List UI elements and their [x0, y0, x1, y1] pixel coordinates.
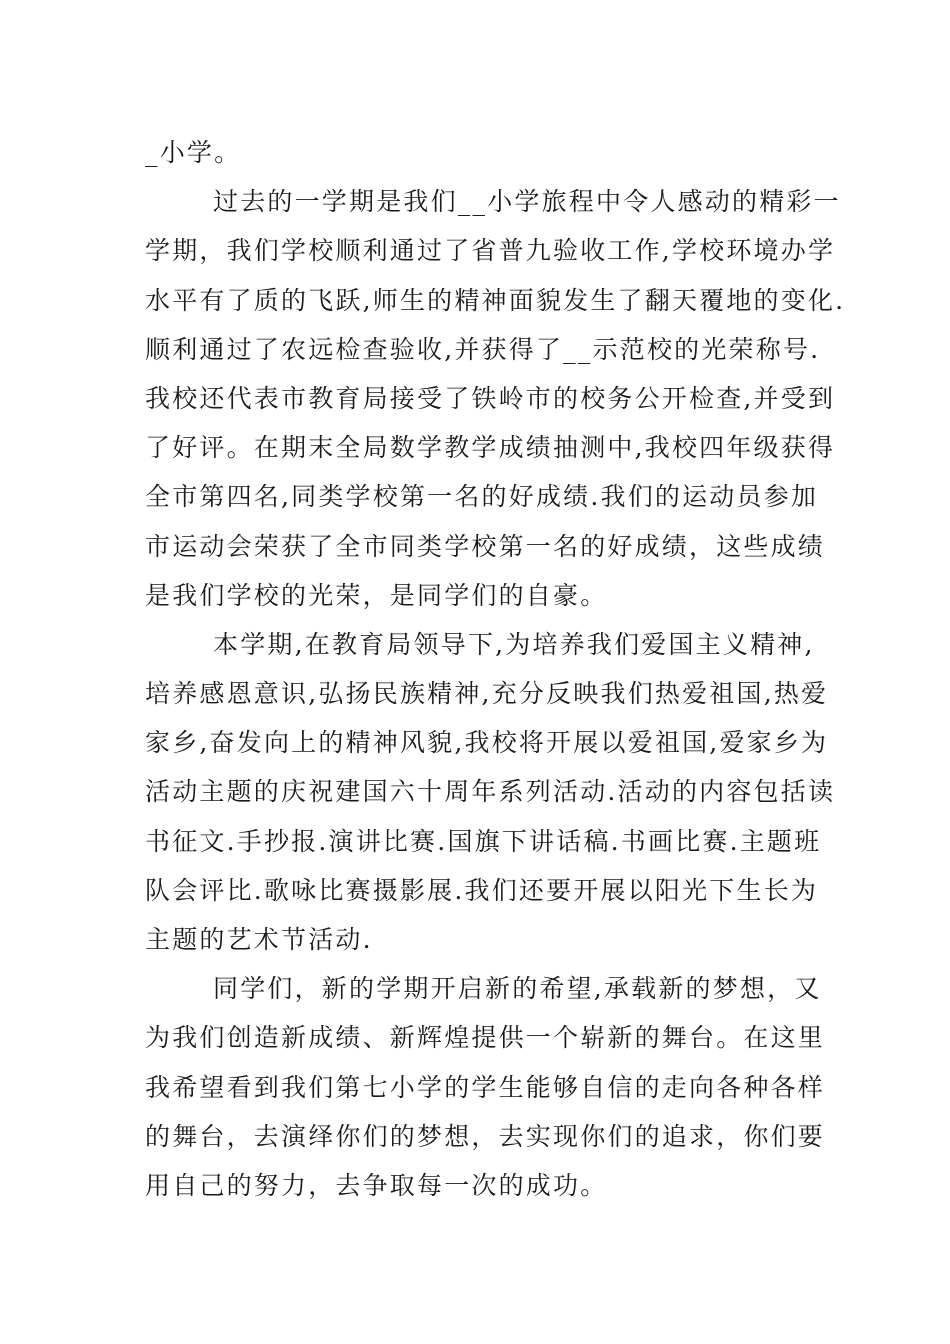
paragraph-4 [145, 964, 826, 1210]
text-line: 活动主题的庆祝建国六十周年系列活动.活动的内容包括读 [145, 777, 836, 807]
paragraph-2 [145, 177, 846, 620]
text-line: 市运动会荣获了全市同类学校第一名的好成绩，这些成绩 [145, 531, 826, 561]
text-line: 学期，我们学校顺利通过了省普九验收工作,学校环境办学 [145, 236, 836, 266]
text-line: 我校还代表市教育局接受了铁岭市的校务公开检查,并受到 [145, 383, 836, 413]
text-line: 本学期,在教育局领导下,为培养我们爱国主义精神, [213, 629, 815, 659]
text-line: 同学们，新的学期开启新的希望,承载新的梦想，又 [213, 974, 822, 1004]
text-line: 过去的一学期是我们__小学旅程中令人感动的精彩一 [213, 187, 841, 217]
text-line: 书征文.手抄报.演讲比赛.国旗下讲话稿.书画比赛.主题班 [145, 826, 822, 856]
text-line: 水平有了质的飞跃,师生的精神面貌发生了翻天覆地的变化. [145, 285, 846, 315]
text-line: _小学。 [145, 138, 242, 167]
text-line: 是我们学校的光荣，是同学们的自豪。 [145, 580, 608, 610]
text-line: 了好评。在期末全局数学教学成绩抽测中,我校四年级获得 [145, 433, 836, 463]
text-line: 全市第四名,同类学校第一名的好成绩.我们的运动员参加 [145, 482, 819, 512]
document-body [145, 128, 846, 1210]
text-line: 主题的艺术节活动. [145, 925, 373, 954]
text-line: 用自己的努力，去争取每一次的成功。 [145, 1170, 608, 1200]
text-line: 培养感恩意识,弘扬民族精神,充分反映我们热爱祖国,热爱 [145, 679, 829, 709]
text-line: 队会评比.歌咏比赛摄影展.我们还要开展以阳光下生长为 [145, 875, 819, 905]
text-line: 为我们创造新成绩、新辉煌提供一个崭新的舞台。在这里 [145, 1023, 826, 1053]
text-line: 家乡,奋发向上的精神风貌,我校将开展以爱祖国,爱家乡为 [145, 728, 829, 758]
text-line: 的舞台，去演绎你们的梦想，去实现你们的追求，你们要 [145, 1121, 826, 1151]
text-line: 我希望看到我们第七小学的学生能够自信的走向各种各样 [145, 1072, 826, 1102]
text-line: 顺利通过了农远检查验收,并获得了__示范校的光荣称号. [145, 334, 821, 364]
paragraph-3 [145, 620, 836, 964]
paragraph-1 [145, 128, 810, 177]
